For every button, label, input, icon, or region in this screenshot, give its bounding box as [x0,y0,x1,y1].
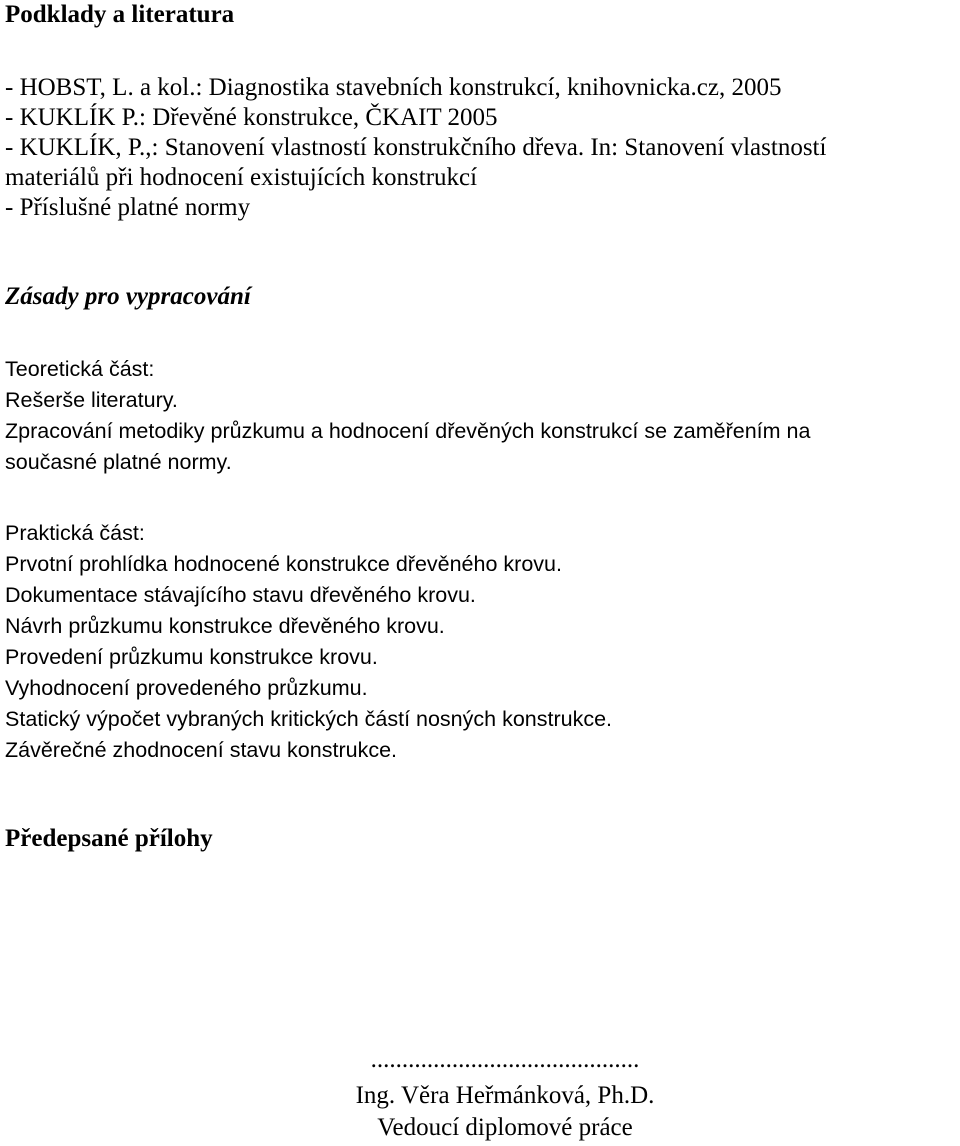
heading-attachments: Předepsané přílohy [5,825,213,852]
theory-line: současné platné normy. [5,450,232,474]
literature-item: - HOBST, L. a kol.: Diagnostika stavebních konstrukcí, knihovnicka.cz, 2005 [5,74,782,101]
literature-item: - KUKLÍK P.: Dřevěné konstrukce, ČKAIT 2005 [5,104,498,131]
practice-line: Vyhodnocení provedeného průzkumu. [5,676,368,700]
practice-line: Provedení průzkumu konstrukce krovu. [5,645,378,669]
practice-title: Praktická část: [5,521,145,545]
heading-literature: Podklady a literatura [5,1,235,28]
heading-principles: Zásady pro vypracování [5,283,251,310]
literature-list [5,73,826,223]
signature-role: Vedoucí diplomové práce [377,1114,633,1141]
theory-title: Teoretická část: [5,357,155,381]
signature-name: Ing. Věra Heřmánková, Ph.D. [355,1082,655,1109]
literature-item: - Příslušné platné normy [5,194,251,221]
practice-line: Návrh průzkumu konstrukce dřevěného krovu. [5,614,445,638]
practice-line: Prvotní prohlídka hodnocené konstrukce dřevěného krovu. [5,552,562,576]
theory-section [5,354,810,478]
practice-section [5,518,612,766]
theory-line: Rešerše literatury. [5,388,178,412]
practice-line: Statický výpočet vybraných kritických částí nosných konstrukce. [5,707,613,731]
literature-item: materiálů při hodnocení existujících konstrukcí [5,164,478,191]
practice-line: Závěrečné zhodnocení stavu konstrukce. [5,738,397,762]
theory-line: Zpracování metodiky průzkumu a hodnocení dřevěných konstrukcí se zaměřením na [5,419,811,443]
signature-dots: ........................................... [370,1046,640,1073]
practice-line: Dokumentace stávajícího stavu dřevěného krovu. [5,583,476,607]
literature-item: - KUKLÍK, P.,: Stanovení vlastností konstrukčního dřeva. In: Stanovení vlastností [5,134,827,161]
document-page [5,0,955,1146]
